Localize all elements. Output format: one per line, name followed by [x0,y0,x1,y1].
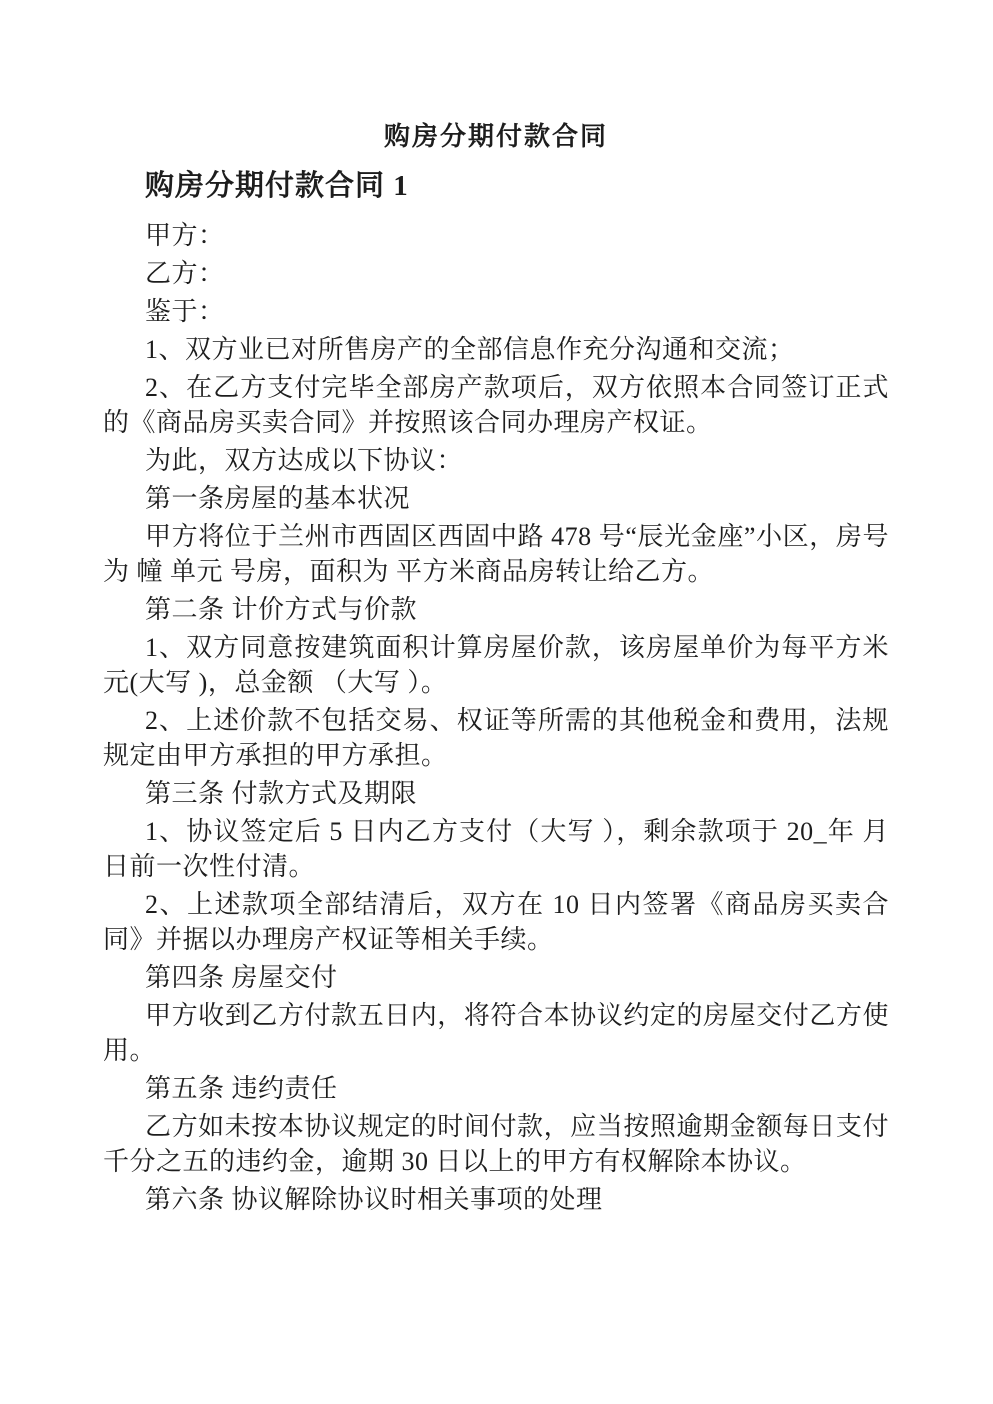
para-clause-2-item-2: 2、上述价款不包括交易、权证等所需的其他税金和费用，法规规定由甲方承担的甲方承担。 [103,706,889,770]
para-whereas-item-1: 1、双方业已对所售房产的全部信息作充分沟通和交流； [145,335,795,364]
para-agreement-intro: 为此，双方达成以下协议： [145,446,464,475]
para-clause-4-heading: 第四条 房屋交付 [145,963,338,992]
para-party-jia: 甲方： [145,221,225,250]
para-clause-5-body: 乙方如未按本协议规定的时间付款，应当按照逾期金额每日支付千分之五的违约金，逾期 30 日以上的甲方有权解除本协议。 [103,1112,889,1176]
para-party-yi: 乙方： [145,259,225,288]
para-clause-2-heading: 第二条 计价方式与价款 [145,595,418,624]
para-clause-1-body: 甲方将位于兰州市西固区西固中路 478 号“辰光金座”小区，房号为 幢 单元 号房，面积为 平方米商品房转让给乙方。 [103,522,889,586]
para-clause-2-item-1: 1、双方同意按建筑面积计算房屋价款，该房屋单价为每平方米 元(大写 )，总金额 （大写 ）。 [103,633,889,697]
para-clause-6-heading: 第六条 协议解除协议时相关事项的处理 [145,1185,603,1214]
para-clause-5-heading: 第五条 违约责任 [145,1074,338,1103]
para-clause-3-item-1: 1、协议签定后 5 日内乙方支付（大写 ），剩余款项于 20_年 月 日前一次性付清。 [103,817,889,881]
document-content [103,120,889,1220]
para-clause-3-item-2: 2、上述款项全部结清后，双方在 10 日内签署《商品房买卖合同》并据以办理房产权证等相关手续。 [103,890,889,954]
para-whereas: 鉴于： [145,297,225,326]
para-whereas-item-2: 2、在乙方支付完毕全部房产款项后，双方依照本合同签订正式的《商品房买卖合同》并按照该合同办理房产权证。 [103,373,889,437]
para-clause-4-body: 甲方收到乙方付款五日内，将符合本协议约定的房屋交付乙方使用。 [103,1001,889,1065]
para-clause-3-heading: 第三条 付款方式及期限 [145,779,418,808]
document-subtitle: 购房分期付款合同 1 [145,170,409,202]
document-title: 购房分期付款合同 [383,122,608,151]
para-clause-1-heading: 第一条房屋的基本状况 [145,484,411,513]
